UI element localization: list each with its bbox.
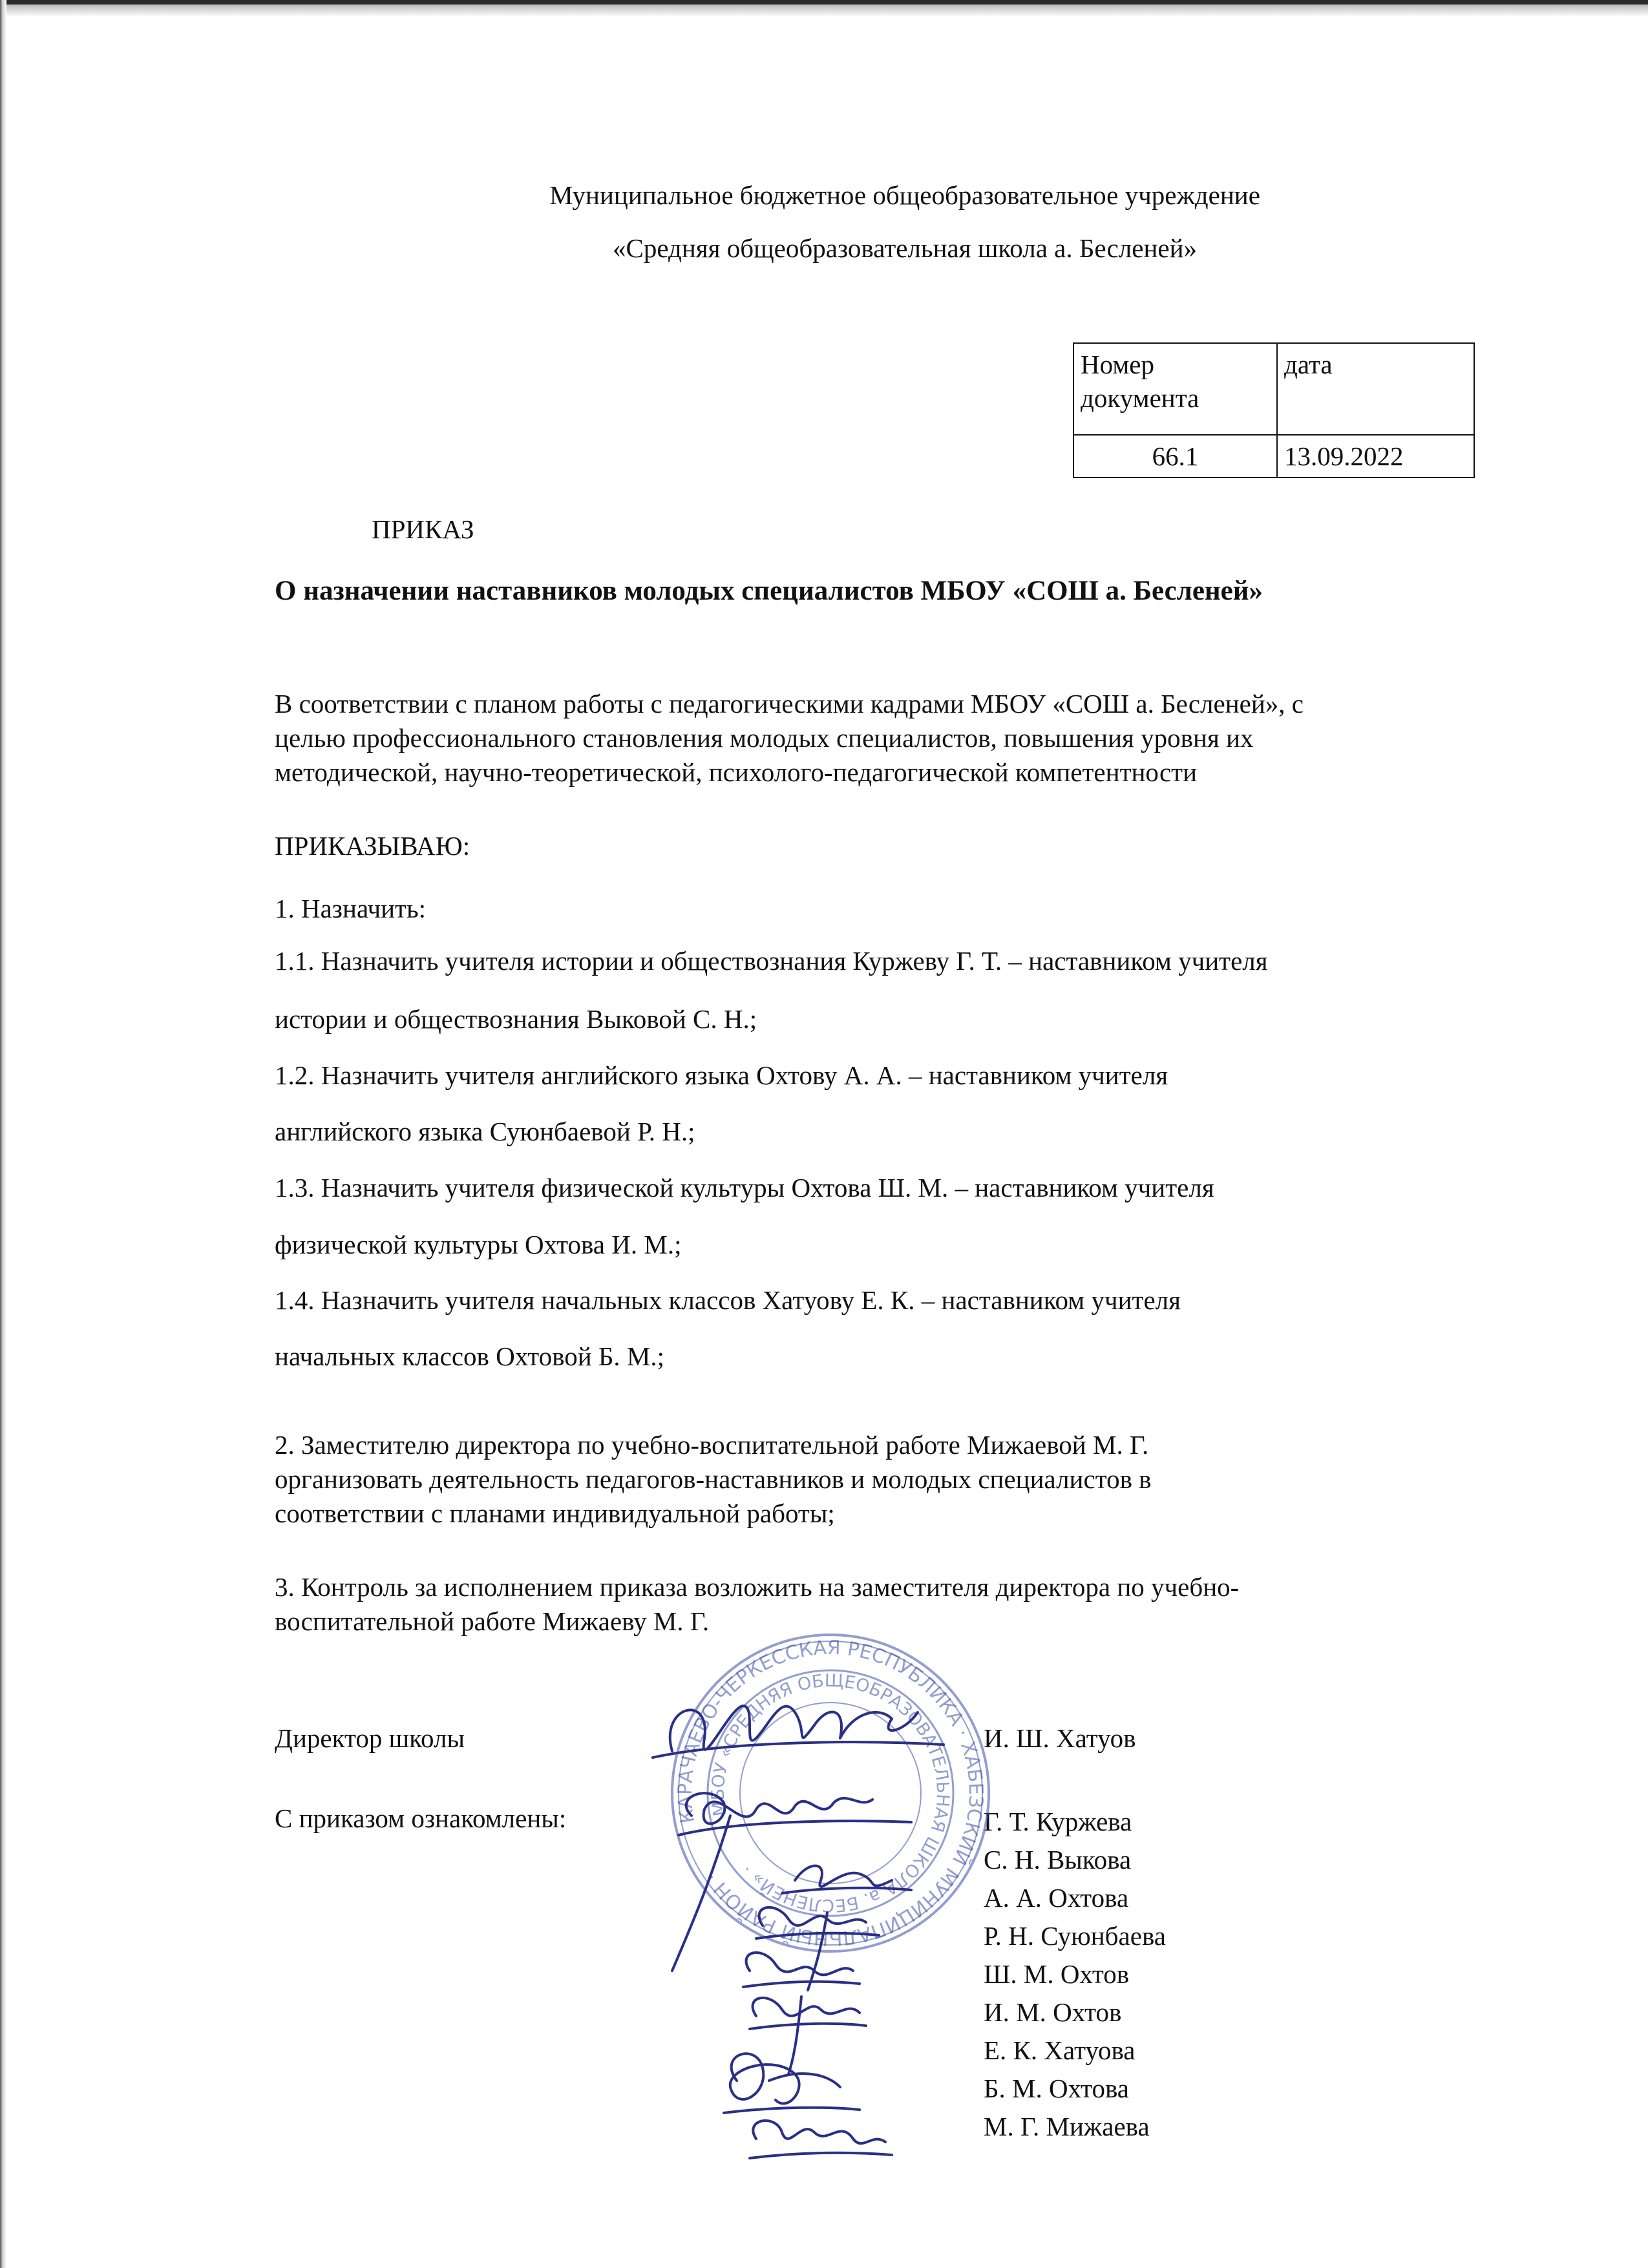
acquainted-name: Р. Н. Суюнбаева xyxy=(984,1921,1166,1951)
item-1-2-line-2: английского языка Суюнбаевой Р. Н.; xyxy=(275,1117,695,1146)
item-2 xyxy=(275,1428,1541,1531)
item-1-1-line-2: истории и обществознания Выковой С. Н.; xyxy=(275,1004,757,1034)
item-2-line-3: соответствии с планами индивидуальной работы; xyxy=(275,1498,835,1528)
preamble-line-1: В соответствии с планом работы с педагогическими кадрами МБОУ «СОШ а. Бесленей», с xyxy=(275,689,1304,719)
acquainted-name: А. А. Охтова xyxy=(984,1883,1129,1913)
item-1-2-line-1: 1.2. Назначить учителя английского языка Охтову А. А. – наставником учителя xyxy=(275,1060,1168,1090)
org-name-line-1: Муниципальное бюджетное общеобразовательное учреждение xyxy=(549,180,1260,210)
item-1-3-line-2: физической культуры Охтова И. М.; xyxy=(275,1230,682,1259)
scan-edge-left xyxy=(0,0,6,2268)
item-1-3-line-1: 1.3. Назначить учителя физической культуры Охтова Ш. М. – наставником учителя xyxy=(275,1173,1214,1202)
order-subject: О назначении наставников молодых специалистов МБОУ «СОШ а. Бесленей» xyxy=(275,576,1263,606)
item-2-line-1: 2. Заместителю директора по учебно-воспитательной работе Мижаевой М. Г. xyxy=(275,1430,1149,1460)
order-title: ПРИКАЗ xyxy=(372,514,474,544)
acquainted-name: С. Н. Выкова xyxy=(984,1845,1132,1874)
org-name-line-2: «Средняя общеобразовательная школа а. Бесленей» xyxy=(612,233,1198,263)
acquainted-list xyxy=(984,1803,1166,2146)
preamble-line-3: методической, научно-теоретической, психолого-педагогической компетентности xyxy=(275,757,1198,787)
acquainted-name: Е. К. Хатуова xyxy=(984,2035,1136,2065)
acquainted-name: И. М. Охтов xyxy=(984,1997,1122,2027)
acquainted-name: Ш. М. Охтов xyxy=(984,1959,1130,1989)
item-1: 1. Назначить: xyxy=(275,894,427,923)
item-1-4-line-1: 1.4. Назначить учителя начальных классов Хатуову Е. К. – наставником учителя xyxy=(275,1285,1181,1315)
seal-outer-text: КАРАЧАЕВО-ЧЕРКЕССКАЯ РЕСПУБЛИКА · ХАБЕЗСКИЙ МУНИЦИПАЛЬНЫЙ РАЙОН · xyxy=(673,1636,988,1950)
item-1-4-line-2: начальных классов Охтовой Б. М.; xyxy=(275,1341,665,1371)
acquainted-name: Г. Т. Куржева xyxy=(984,1807,1132,1836)
signature-5-icon xyxy=(750,1997,866,2074)
preamble xyxy=(275,687,1541,790)
seal-inner-text: МБОУ «СРЕДНЯЯ ОБЩЕОБРАЗОВАТЕЛЬНАЯ ШКОЛА а. БЕСЛЕНЕЙ» · xyxy=(708,1670,953,1916)
director-signature-icon xyxy=(653,1706,944,1758)
scan-edge-top xyxy=(0,0,1648,19)
director-label: Директор школы xyxy=(275,1723,465,1753)
signature-2-icon xyxy=(782,1866,911,1894)
acquainted-name: Б. М. Охтова xyxy=(984,2074,1129,2103)
signature-3-icon xyxy=(756,1907,879,1990)
doc-date-header: дата xyxy=(1277,343,1474,435)
item-3-line-1: 3. Контроль за исполнением приказа возложить на заместителя директора по учебно- xyxy=(275,1572,1240,1602)
preamble-line-2: целью профессионального становления молодых специалистов, повышения уровня их xyxy=(275,723,1254,753)
doc-date-value: 13.09.2022 xyxy=(1277,435,1474,478)
handwritten-signatures xyxy=(633,1667,995,2197)
doc-number-header xyxy=(1073,343,1277,435)
item-1-1-line-1: 1.1. Назначить учителя истории и обществознания Куржеву Г. Т. – наставником учителя xyxy=(275,946,1268,976)
director-name: И. Ш. Хатуов xyxy=(984,1723,1136,1753)
document-number-table xyxy=(1073,342,1475,478)
signature-1-icon xyxy=(672,1793,911,1971)
orders-heading: ПРИКАЗЫВАЮ: xyxy=(275,831,470,861)
item-3-line-2: воспитательной работе Мижаеву М. Г. xyxy=(275,1606,710,1636)
doc-number-header-line-1: Номер xyxy=(1081,350,1154,379)
signature-4-icon xyxy=(743,1953,860,1987)
doc-number-value: 66.1 xyxy=(1073,435,1277,478)
acquainted-label: С приказом ознакомлены: xyxy=(275,1803,567,1833)
acquainted-name: М. Г. Мижаева xyxy=(984,2112,1150,2141)
item-2-line-2: организовать деятельность педагогов-наставников и молодых специалистов в xyxy=(275,1464,1152,1494)
doc-number-header-line-2: документа xyxy=(1081,383,1199,413)
signature-7-icon xyxy=(750,2121,892,2158)
